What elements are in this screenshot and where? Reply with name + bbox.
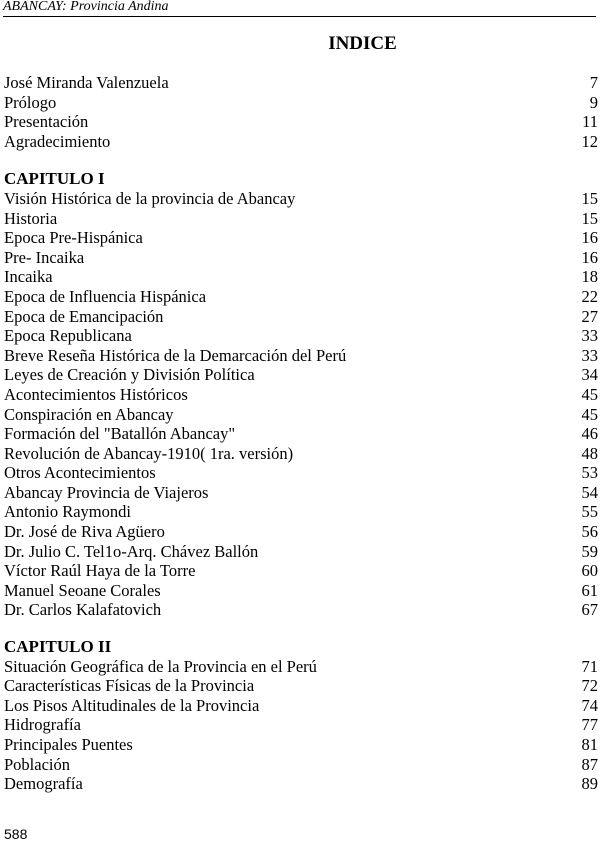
toc-entry [4,735,598,755]
toc-entry [4,248,598,268]
toc-entry-page: 87 [581,754,598,774]
toc-entry [4,542,598,562]
toc-entry-title: Agradecimiento [4,131,111,151]
toc-entry [4,444,598,464]
toc-entry-title: Manuel Seoane Corales [4,580,161,600]
toc-entry [4,112,598,132]
toc-entry [4,502,598,522]
toc-entry [4,424,598,444]
page-number: 588 [4,826,28,842]
toc-entry-page: 77 [581,715,598,735]
toc-entry [4,228,598,248]
toc-entry-title: Prólogo [4,92,57,112]
toc-entry [4,346,598,366]
toc-entry [4,287,598,307]
toc-entry [4,715,598,735]
toc-entry-page: 54 [581,482,598,502]
toc-entry-title: Demografía [4,774,83,794]
toc-entry-title: Epoca Republicana [4,326,132,346]
toc-entry [4,385,598,405]
toc-entry-page: 33 [581,326,598,346]
toc-entry-title: Leyes de Creación y División Política [4,365,255,385]
toc-entry-title: Abancay Provincia de Viajeros [4,482,209,502]
toc-entry [4,774,598,794]
toc-entry [4,326,598,346]
toc-entry-title: Población [4,754,70,774]
toc-entry [4,132,598,152]
toc-entry [4,600,598,620]
chapter-entry-list [4,189,598,620]
toc-entry-page: 53 [581,463,598,483]
toc-entry-title: Víctor Raúl Haya de la Torre [4,561,196,581]
toc-entry-title: Epoca Pre-Hispánica [4,228,143,248]
toc-entry [4,189,598,209]
toc-entry [4,405,598,425]
toc-entry-page: 34 [581,365,598,385]
toc-entry-page: 61 [581,580,598,600]
toc-entry-page: 27 [581,306,598,326]
toc-entry [4,483,598,503]
toc-entry-title: Pre- Incaika [4,247,85,267]
chapter-heading: CAPITULO I [4,169,105,189]
toc-entry-title: Presentación [4,112,89,132]
toc-entry [4,93,598,113]
toc-entry-title: Acontecimientos Históricos [4,384,188,404]
page-title: INDICE [328,33,397,54]
toc-entry-page: 60 [581,561,598,581]
spacer [4,620,598,637]
toc-entry-title: Características Físicas de la Provincia [4,676,255,696]
toc-entry-title: José Miranda Valenzuela [4,73,169,92]
toc-entry-page: 81 [581,735,598,754]
toc-entry [4,522,598,542]
chapter-entry-list [4,657,598,794]
toc-entry [4,463,598,483]
running-header-title: ABANCAY: Provincia Andina [3,0,169,14]
toc-entry [4,209,598,229]
toc-entry-page: 67 [581,600,598,620]
toc-entry-title: Incaika [4,267,53,287]
toc-entry-title: Otros Acontecimientos [4,463,156,483]
toc-entry-title: Historia [4,208,58,228]
toc-entry-page: 45 [581,384,598,404]
toc-entry-page: 72 [581,676,598,696]
toc-entry-title: Dr. Carlos Kalafatovich [4,600,162,620]
toc-entry-title: Epoca de Emancipación [4,306,164,326]
toc-entry-page: 45 [581,404,598,424]
toc-entry-page: 15 [581,188,598,208]
toc-entry-title: Conspiración en Abancay [4,404,174,424]
toc-entry-title: Los Pisos Altitudinales de la Provincia [4,695,260,715]
toc-entry-page: 16 [581,228,598,248]
toc-entry [4,365,598,385]
toc-entry [4,755,598,775]
toc-entry-title: Principales Puentes [4,735,133,754]
toc-entry [4,581,598,601]
toc-entry [4,307,598,327]
toc-entry-page: 74 [581,695,598,715]
toc-entry-page: 46 [581,424,598,444]
toc-entry-page: 48 [581,443,598,463]
toc-entry-page: 59 [581,541,598,561]
toc-entry-title: Epoca de Influencia Hispánica [4,286,207,306]
spacer [4,151,598,169]
toc-entry [4,561,598,581]
toc-entry-title: Revolución de Abancay-1910( 1ra. versión) [4,443,294,463]
toc-entry-page: 71 [581,656,598,676]
toc-entry-page: 89 [581,774,598,794]
toc-entry-page: 16 [581,247,598,267]
toc-entry [4,267,598,287]
toc-entry [4,657,598,677]
toc-entry-page: 22 [581,286,598,306]
toc-entry-page: 33 [581,345,598,365]
toc-entry [4,73,598,93]
chapter-heading: CAPITULO II [4,637,112,657]
table-of-contents [4,73,598,794]
toc-entry-title: Antonio Raymondi [4,502,131,522]
toc-entry-title: Formación del "Batallón Abancay" [4,424,236,444]
toc-entry-title: Situación Geográfica de la Provincia en el Perú [4,656,317,676]
toc-entry-page: 11 [582,112,598,132]
toc-entry-page: 15 [581,208,598,228]
toc-entry-page: 56 [581,522,598,542]
running-header [3,0,596,17]
toc-entry-page: 9 [589,92,598,112]
toc-entry-title: Dr. Julio C. Tel1o-Arq. Chávez Ballón [4,541,259,561]
toc-entry-page: 12 [581,131,598,151]
toc-entry-title: Breve Reseña Histórica de la Demarcación del Perú [4,345,347,365]
toc-entry-title: Dr. José de Riva Agüero [4,522,165,542]
toc-entry-title: Visión Histórica de la provincia de Abancay [4,188,296,208]
front-matter-list [4,73,598,151]
toc-entry-page: 7 [589,73,598,92]
toc-entry [4,696,598,716]
toc-entry [4,676,598,696]
toc-entry-title: Hidrografía [4,715,81,735]
toc-entry-page: 18 [581,267,598,287]
toc-entry-page: 55 [581,502,598,522]
